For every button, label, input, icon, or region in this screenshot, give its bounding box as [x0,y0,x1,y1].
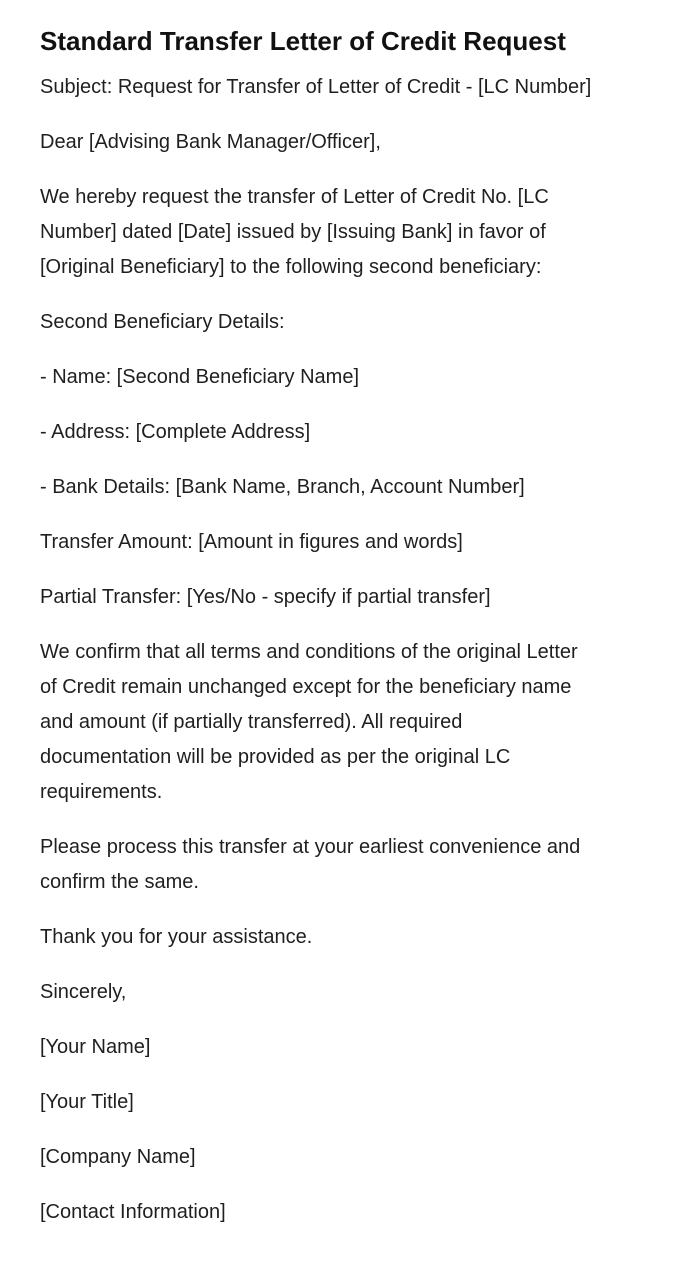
text-line: Please process this transfer at your earliest convenience and [40,836,581,858]
text-line: We hereby request the transfer of Letter of Credit No. [LC [40,186,549,208]
text-line: [Original Beneficiary] to the following second beneficiary: [40,256,542,278]
partial-transfer-line [40,580,660,615]
document-title: Standard Transfer Letter of Credit Request [40,26,566,56]
text-line: of Credit remain unchanged except for the beneficiary name [40,676,572,698]
salutation [40,125,660,160]
text-line: [Company Name] [40,1146,196,1168]
text-line: We confirm that all terms and conditions of the original Letter [40,641,578,663]
subject-line [40,70,660,105]
text-line: documentation will be provided as per the original LC [40,746,511,768]
confirmation-paragraph [40,635,660,810]
signature-contact-placeholder [40,1195,660,1230]
text-line: - Name: [Second Beneficiary Name] [40,366,360,388]
signature-title-placeholder [40,1085,660,1120]
closing-line [40,975,660,1010]
text-line: [Your Name] [40,1036,151,1058]
thanks-line [40,920,660,955]
text-line: Number] dated [Date] issued by [Issuing Bank] in favor of [40,221,546,243]
text-line: Subject: Request for Transfer of Letter of Credit - [LC Number] [40,76,592,98]
beneficiary-address-item [40,415,660,450]
text-line: Thank you for your assistance. [40,926,313,948]
request-paragraph [40,180,660,285]
text-line: [Your Title] [40,1091,134,1113]
transfer-amount-line [40,525,660,560]
text-line: requirements. [40,781,163,803]
processing-request-paragraph [40,830,660,900]
text-line: Sincerely, [40,981,127,1003]
beneficiary-name-item [40,360,660,395]
text-line: confirm the same. [40,871,199,893]
beneficiary-details-heading [40,305,660,340]
text-line: and amount (if partially transferred). All required [40,711,463,733]
beneficiary-bank-item [40,470,660,505]
text-line: - Bank Details: [Bank Name, Branch, Account Number] [40,476,525,498]
text-line: Dear [Advising Bank Manager/Officer], [40,131,381,153]
text-line: Transfer Amount: [Amount in figures and words] [40,531,463,553]
text-line: Second Beneficiary Details: [40,311,285,333]
signature-company-placeholder [40,1140,660,1175]
text-line: Partial Transfer: [Yes/No - specify if partial transfer] [40,586,491,608]
signature-name-placeholder [40,1030,660,1065]
text-line: [Contact Information] [40,1201,226,1223]
text-line: - Address: [Complete Address] [40,421,311,443]
